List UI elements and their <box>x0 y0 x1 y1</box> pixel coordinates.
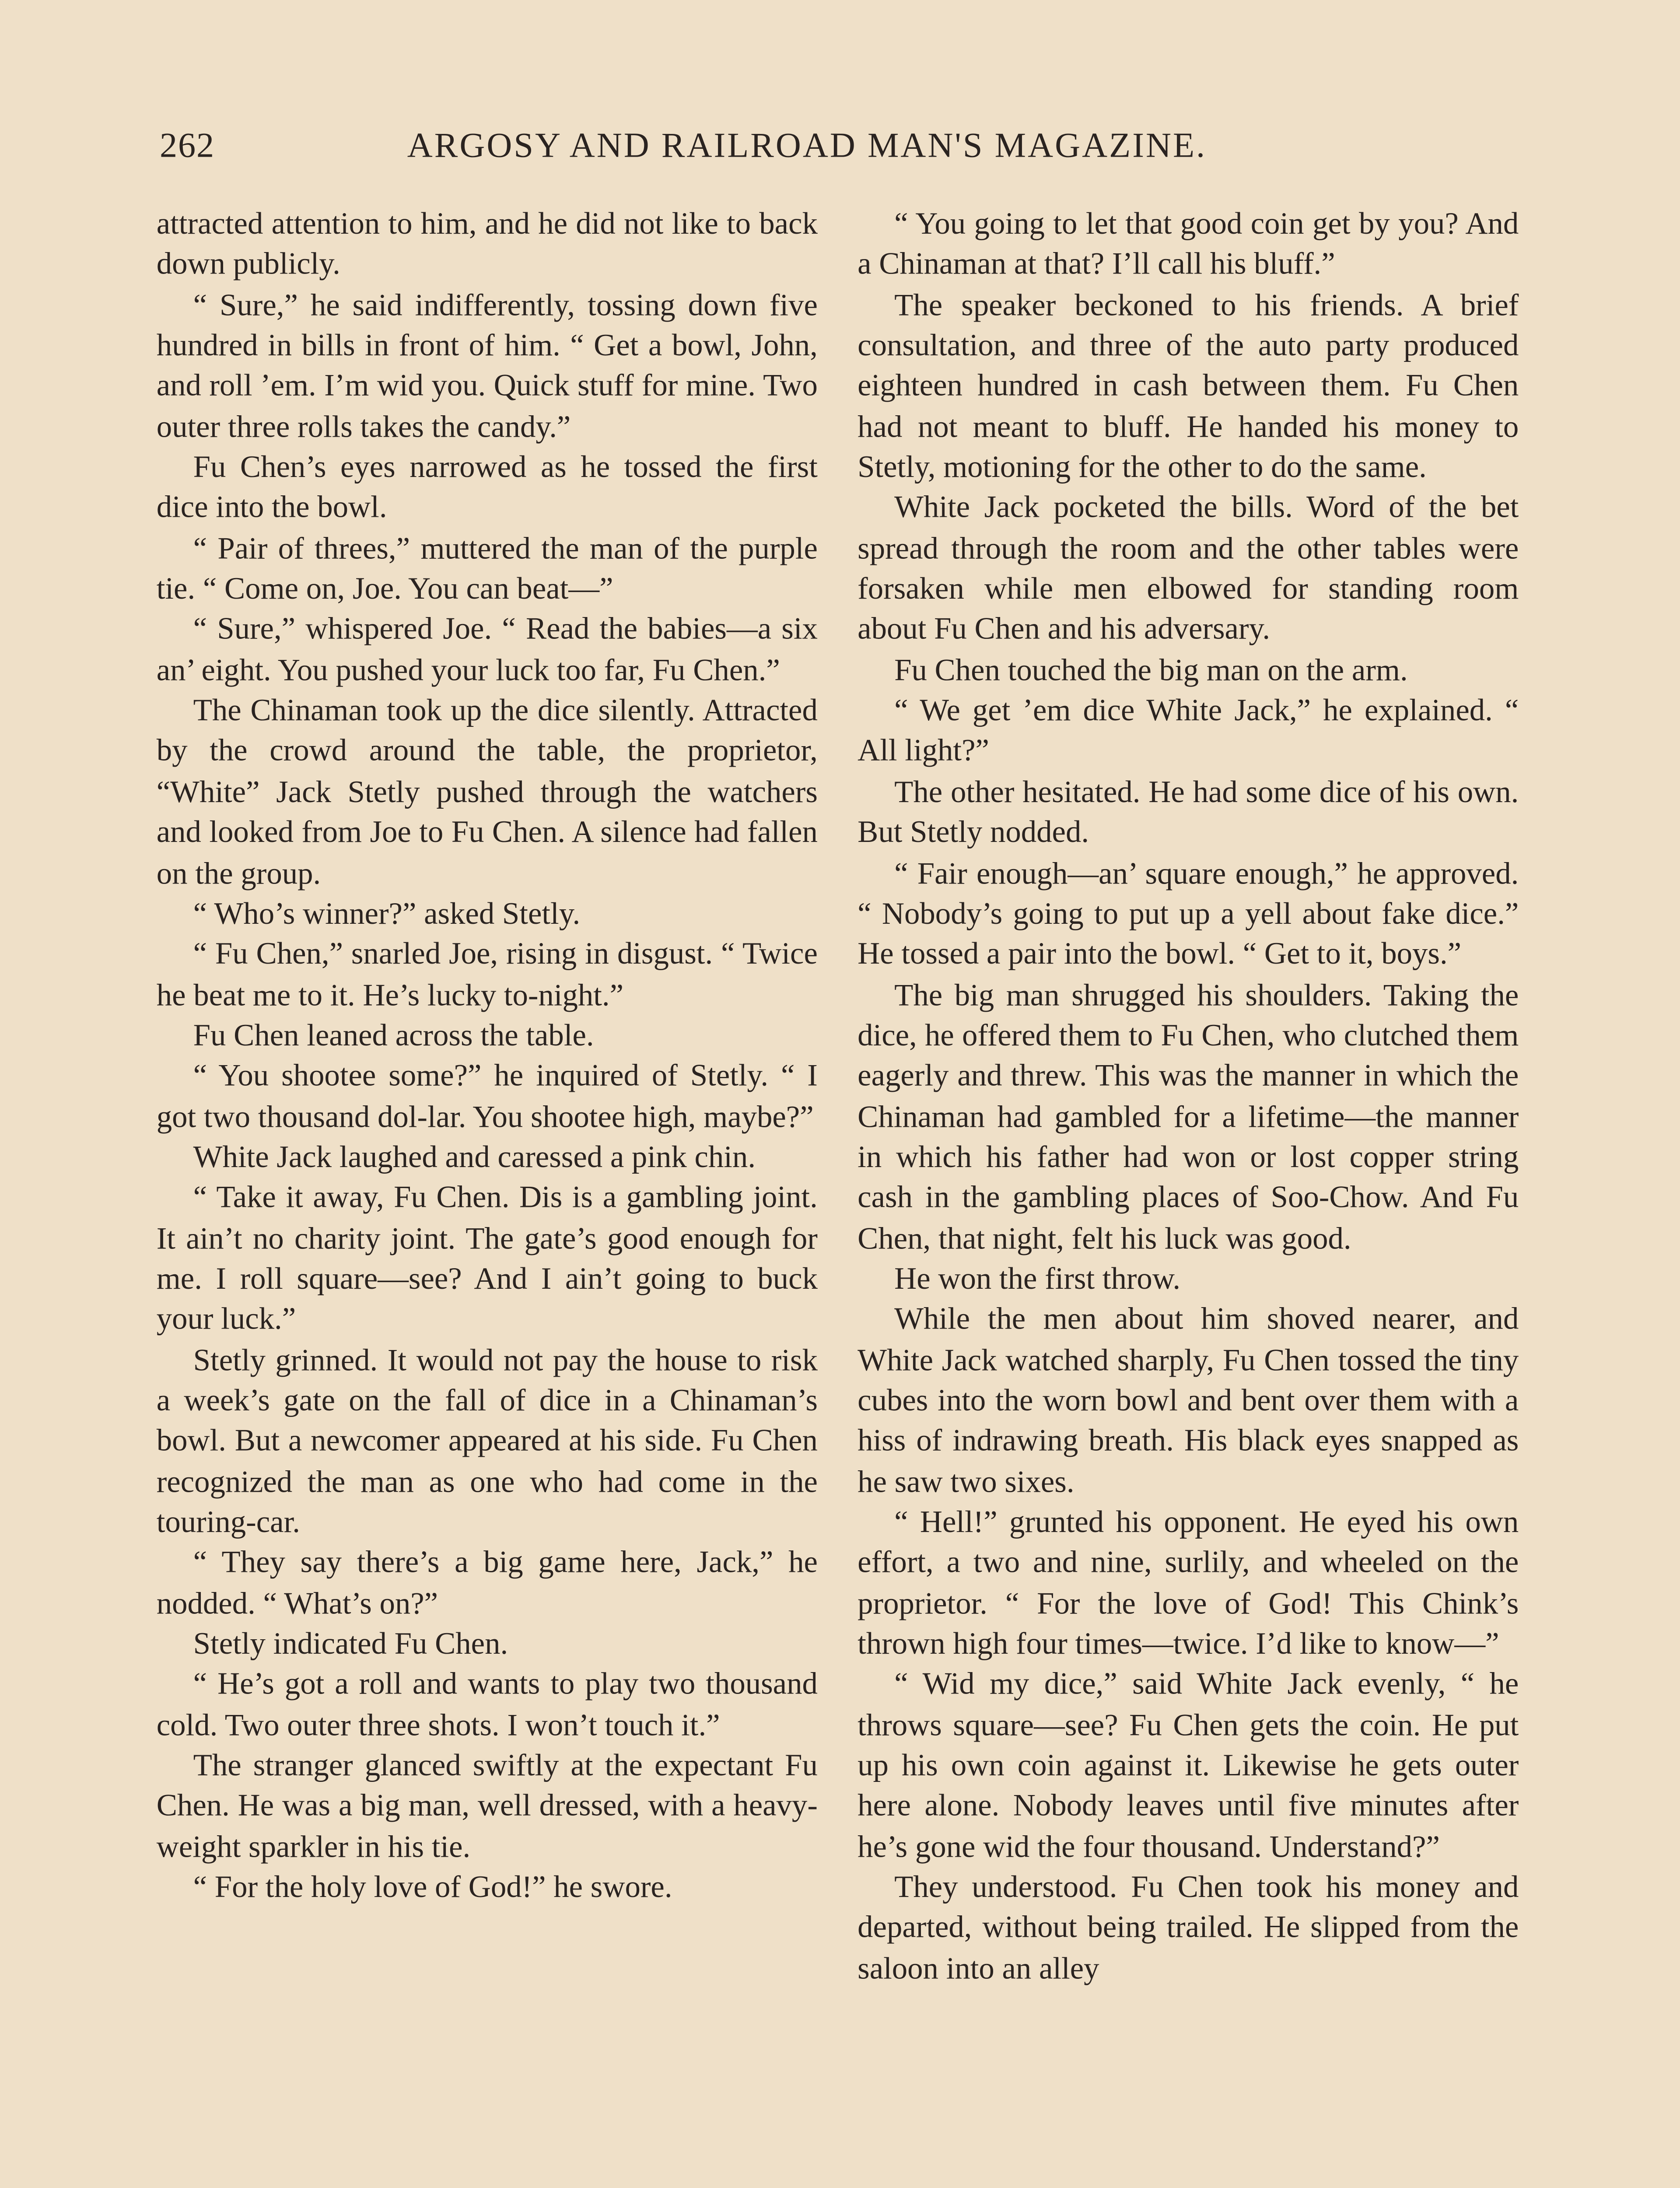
running-head: ARGOSY AND RAILROAD MAN'S MAGAZINE. <box>407 125 1207 165</box>
left-column-paragraph: “ Take it away, Fu Chen. Dis is a gambling joint. It ain’t no charity joint. The gate’s good enough for me. I roll square—see? And I ain’t going to buck your luck.” <box>156 1182 818 1337</box>
left-column-paragraph: The stranger glanced swiftly at the expectant Fu Chen. He was a big man, well dressed, with a heavy-weight sparkler in his tie. <box>156 1750 818 1865</box>
left-column-paragraph: Stetly grinned. It would not pay the house to risk a week’s gate on the fall of dice in a Chinaman’s bowl. But a newcomer appeared at his side. Fu Chen recognized the man as one who had come in the touring-car. <box>156 1344 818 1540</box>
right-column-paragraph: “ Wid my dice,” said White Jack evenly, “ he throws square—see? Fu Chen gets the coin. He put up his own coin against it. Likewise he gets outer here alone. Nobody leaves until five minutes after he’s gone wid the four thousand. Understand?” <box>858 1669 1519 1865</box>
left-column-paragraph: “ For the holy love of God!” he swore. <box>193 1871 672 1905</box>
right-column-paragraph: White Jack pocketed the bills. Word of the bet spread through the room and the other tables were forsaken while men elbowed for standing room about Fu Chen and his adversary. <box>858 492 1519 648</box>
left-column-paragraph: “ Sure,” he said indifferently, tossing down five hundred in bills in front of him. “ Get a bowl, John, and roll ’em. I’m wid you. Quick stuff for mine. Two outer three rolls takes the candy.” <box>156 289 818 445</box>
left-column-paragraph: “ Fu Chen,” snarled Joe, rising in disgust. “ Twice he beat me to it. He’s lucky to-night.” <box>156 938 818 1013</box>
right-column-paragraph: “ Fair enough—an’ square enough,” he approved. “ Nobody’s going to put up a yell about fake dice.” He tossed a pair into the bowl. “ Get to it, boys.” <box>858 857 1519 972</box>
right-column <box>858 205 1519 1990</box>
right-column-paragraph: “ Hell!” grunted his opponent. He eyed his own effort, a two and nine, surlily, and wheeled on the proprietor. “ For the love of God! This Chink’s thrown high four times—twice. I’d like to know—” <box>858 1506 1519 1662</box>
left-column-paragraph: White Jack laughed and caressed a pink chin. <box>193 1141 756 1175</box>
right-column-paragraph: “ We get ’em dice White Jack,” he explained. “ All light?” <box>858 695 1519 769</box>
right-column-paragraph: They understood. Fu Chen took his money and departed, without being trailed. He slipped from the saloon into an alley <box>858 1871 1519 1987</box>
left-column-paragraph: “ You shootee some?” he inquired of Stetly. “ I got two thousand dol-lar. You shootee high, maybe?” <box>156 1060 818 1135</box>
left-column-paragraph: Fu Chen’s eyes narrowed as he tossed the first dice into the bowl. <box>156 451 818 526</box>
right-column-paragraph: “ You going to let that good coin get by you? And a Chinaman at that? I’ll call his bluff.” <box>858 208 1519 283</box>
right-column-paragraph: The big man shrugged his shoulders. Taking the dice, he offered them to Fu Chen, who clutched them eagerly and threw. This was the manner in which the Chinaman had gambled for a lifetime—the manner in which his father had won or lost copper string cash in the gambling places of Soo-Chow. And Fu Chen, that night, felt his luck was good. <box>858 979 1519 1256</box>
left-column-paragraph: Stetly indicated Fu Chen. <box>193 1628 508 1662</box>
page-number: 262 <box>160 125 215 165</box>
left-column-paragraph: “ Sure,” whispered Joe. “ Read the babies—a six an’ eight. You pushed your luck too far, Fu Chen.” <box>156 614 818 688</box>
left-column-paragraph: “ They say there’s a big game here, Jack,” he nodded. “ What’s on?” <box>156 1547 818 1621</box>
left-column <box>157 205 818 1909</box>
left-column-paragraph: attracted attention to him, and he did not like to back down publicly. <box>156 208 818 283</box>
right-column-paragraph: The other hesitated. He had some dice of his own. But Stetly nodded. <box>858 776 1519 851</box>
right-column-paragraph: The speaker beckoned to his friends. A brief consultation, and three of the auto party produced eighteen hundred in cash between them. Fu Chen had not meant to bluff. He handed his money to Stetly, motioning for the other to do the same. <box>858 289 1519 485</box>
left-column-paragraph: “ He’s got a roll and wants to play two thousand cold. Two outer three shots. I won’t touch it.” <box>156 1669 818 1743</box>
right-column-paragraph: Fu Chen touched the big man on the arm. <box>894 654 1408 688</box>
right-column-paragraph: While the men about him shoved nearer, and White Jack watched sharply, Fu Chen tossed the tiny cubes into the worn bowl and bent over them with a hiss of indrawing breath. His black eyes snapped as he saw two sixes. <box>858 1303 1519 1500</box>
left-column-paragraph: Fu Chen leaned across the table. <box>193 1019 594 1053</box>
right-column-paragraph: He won the first throw. <box>894 1263 1181 1297</box>
left-column-paragraph: “ Who’s winner?” asked Stetly. <box>193 898 581 932</box>
left-column-paragraph: The Chinaman took up the dice silently. Attracted by the crowd around the table, the proprietor, “White” Jack Stetly pushed through the watchers and looked from Joe to Fu Chen. A silence had fallen on the group. <box>156 695 818 891</box>
left-column-paragraph: “ Pair of threes,” muttered the man of the purple tie. “ Come on, Joe. You can beat—” <box>156 533 818 607</box>
